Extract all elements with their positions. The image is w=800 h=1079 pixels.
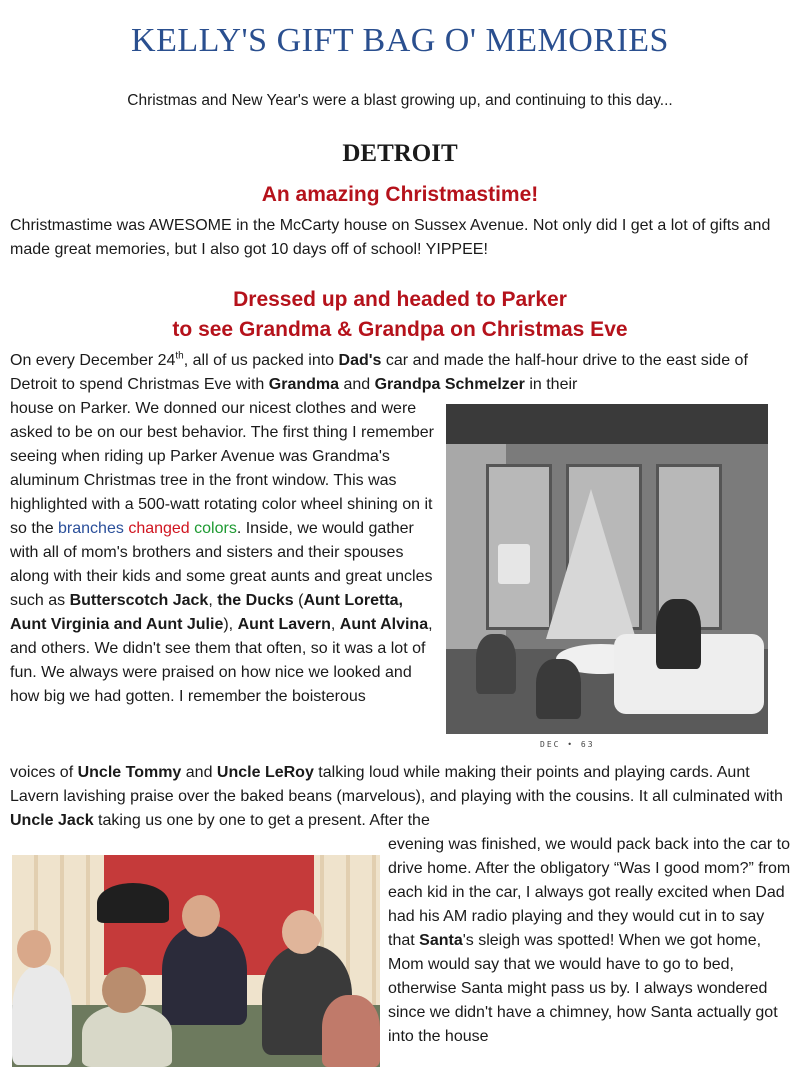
section1-heading: An amazing Christmastime!	[261, 183, 539, 206]
section2-paragraph-cards: voices of Uncle Tommy and Uncle LeRoy talking loud while making their points and playing cards. Aunt Lavern lavishing praise over the baked beans (marvelous), and playing with the cousins. It all culminated with Uncle Jack taking us one by one to get a present. After the	[10, 764, 783, 829]
section1-text: Christmastime was AWESOME in the McCarty house on Sussex Avenue. Not only did I get a lot of gifts and made great memories, but I also got 10 days off of school! YIPPEE!	[10, 217, 771, 258]
photo-caption: DEC • 63	[540, 740, 595, 749]
section2-heading-line1: Dressed up and headed to Parker	[233, 288, 567, 311]
christmas-tree-photo	[446, 404, 768, 734]
intro-text: Christmas and New Year's were a blast growing up, and continuing to this day...	[127, 92, 673, 109]
section2-paragraph-intro: On every December 24th, all of us packed into Dad's car and made the half-hour drive to the east side of Detroit to spend Christmas Eve with Grandma and Grandpa Schmelzer in their	[10, 350, 748, 393]
section2-paragraph-right: evening was finished, we would pack back into the car to drive home. After the obligatory “Was I good mom?” from each kid in the car, I always got really excited when Dad had his AM radio playing and they would cut in to say that Santa's sleigh was spotted! When we got home, Mom would say that we would have to go to bed, otherwise Santa might pass us by. I always wondered since we didn't have a chimney, how Santa actually got into the house	[388, 836, 791, 1045]
section-place-heading: DETROIT	[342, 140, 458, 167]
section2-heading-line2: to see Grandma & Grandpa on Christmas Eve	[172, 318, 628, 341]
page-title: KELLY'S GIFT BAG O' MEMORIES	[131, 22, 669, 59]
section2-paragraph-left: house on Parker. We donned our nicest clothes and were asked to be on our best behavior. The first thing I remember seeing when riding up Parker Avenue was Grandma's aluminum Christmas tree in the front window. This was highlighted with a 500-watt rotating color wheel shining on it so the branches changed colors. Inside, we would gather with all of mom's brothers and sisters and their spouses along with their kids and some great aunts and great uncles such as Butterscotch Jack, the Ducks (Aunt Loretta, Aunt Virginia and Aunt Julie), Aunt Lavern, Aunt Alvina, and others. We didn't see them that often, so it was a lot of fun. We always were praised on how nice we looked and how big we had gotten. I remember the boisterous	[10, 400, 434, 705]
card-game-photo	[12, 855, 380, 1067]
